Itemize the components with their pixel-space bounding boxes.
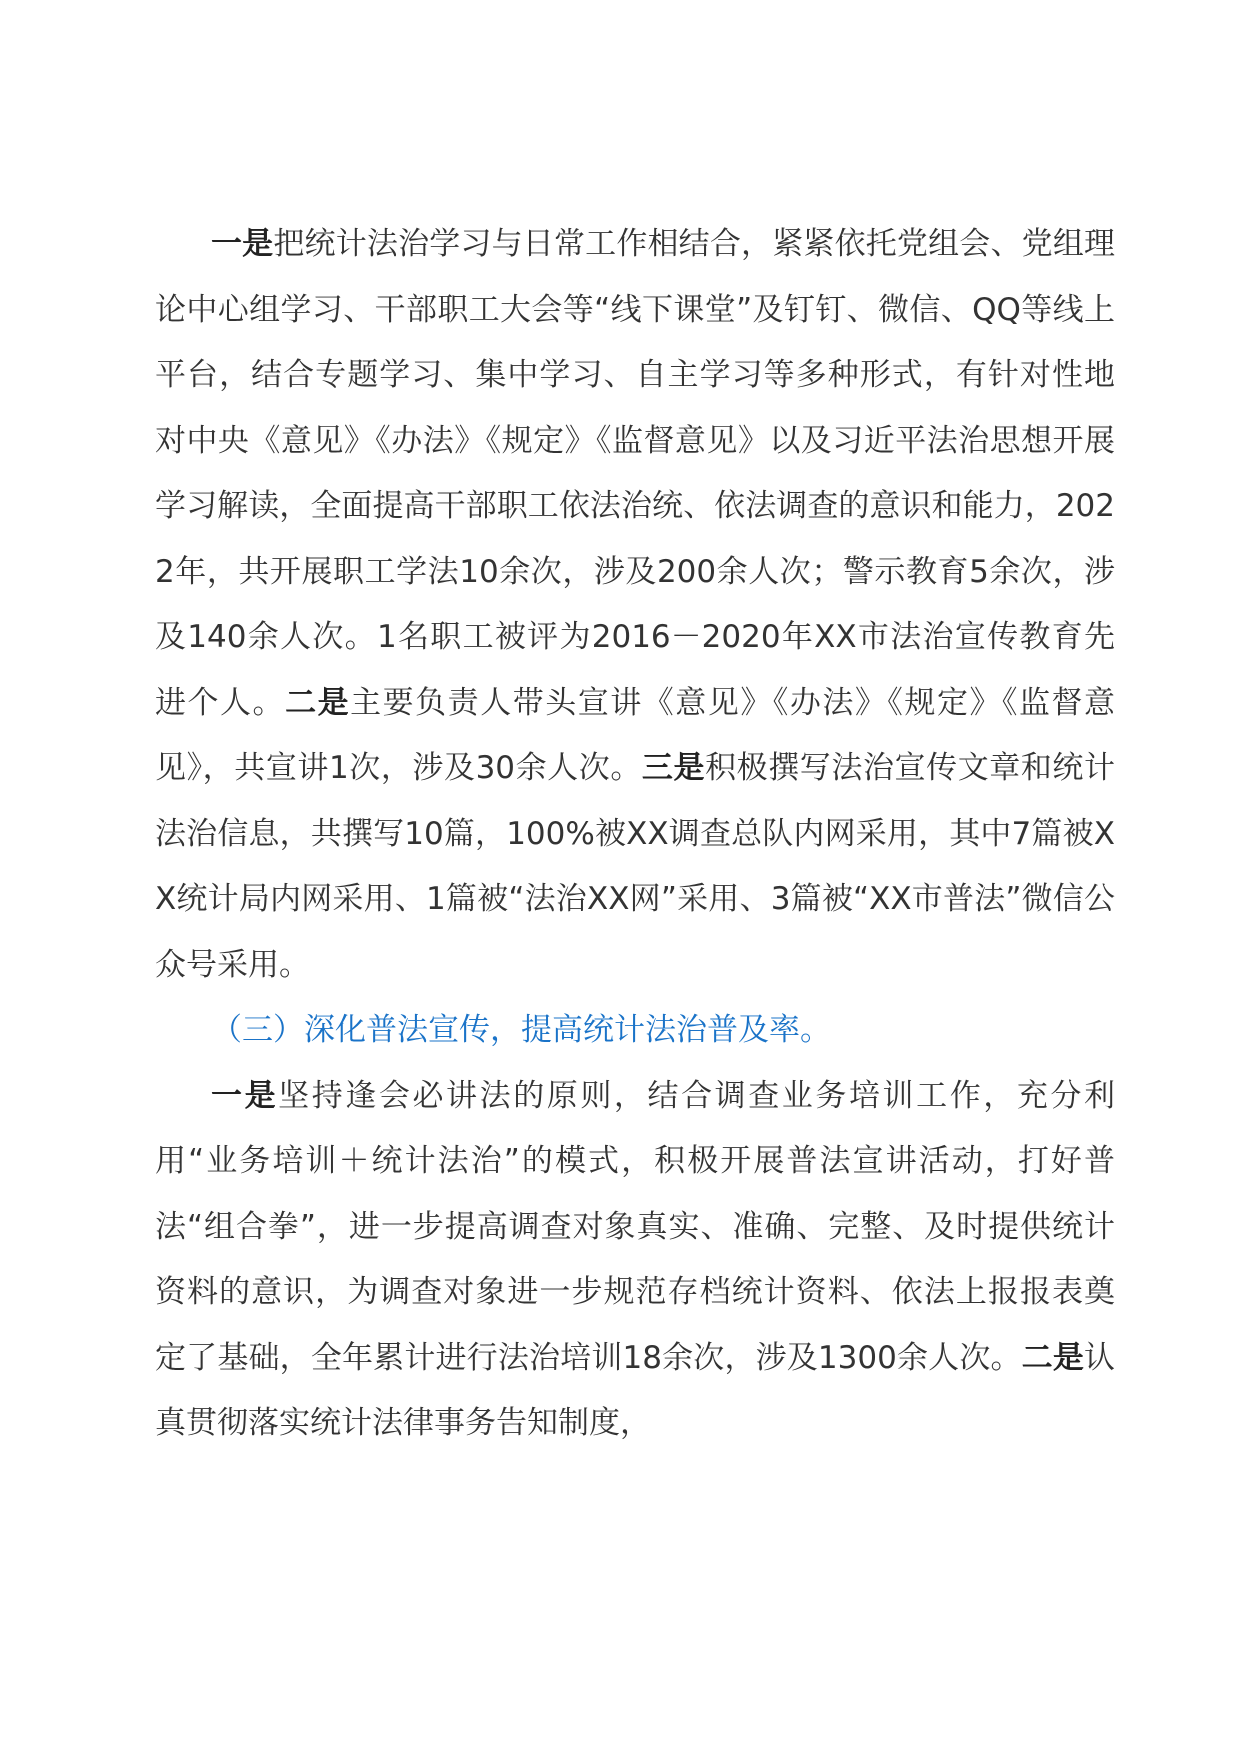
paragraph-text: 把统计法治学习与日常工作相结合，紧紧依托党组会、党组理论中心组学习、干部职工大会等“线下课堂”及钉钉、微信、QQ等线上平台，结合专题学习、集中学习、自主学习等多种形式，有针对性地对中央《意见》《办法》《规定》《监督意见》以及习近平法治思想开展学习解读，全面提高干部职工依法治统、依法调查的意识和能力，2022年，共开展职工学法10余次，涉及200余人次；警示教育5余次，涉及140余人次。1名职工被评为2016－2020年XX市法治宣传教育先进个人。 (155, 226, 1115, 721)
document-body (155, 212, 1115, 1457)
paragraph-text: 坚持逢会必讲法的原则，结合调查业务培训工作，充分利用“业务培训＋统计法治”的模式，积极开展普法宣讲活动，打好普法“组合拳”，进一步提高调查对象真实、准确、完整、及时提供统计资料的意识，为调查对象进一步规范存档统计资料、依法上报报表奠定了基础，全年累计进行法治培训18余次，涉及1300余人次。 (155, 1077, 1115, 1376)
section-heading-text: （三）深化普法宣传，提高统计法治普及率。 (211, 1012, 831, 1048)
paragraph-text: 认真贯彻落实统计法律事务告知制度， (155, 1339, 1116, 1441)
section-heading (155, 998, 1115, 1064)
paragraph-text: 主要负责人带头宣讲《意见》《办法》《规定》《监督意见》，共宣讲1次，涉及30余人次。 (155, 684, 1116, 786)
paragraph-text: 积极撰写法治宣传文章和统计法治信息，共撰写10篇，100%被XX调查总队内网采用，其中7篇被XX统计局内网采用、1篇被“法治XX网”采用、3篇被“XX市普法”微信公众号采用。 (155, 750, 1116, 983)
keyword-first: 一是 (211, 1077, 279, 1114)
keyword-first: 一是 (211, 226, 274, 262)
paragraph-study-law (155, 212, 1115, 998)
keyword-second: 二是 (1021, 1339, 1085, 1376)
keyword-third: 三是 (641, 750, 706, 786)
keyword-second: 二是 (285, 684, 351, 721)
paragraph-legal-publicity (155, 1064, 1115, 1457)
